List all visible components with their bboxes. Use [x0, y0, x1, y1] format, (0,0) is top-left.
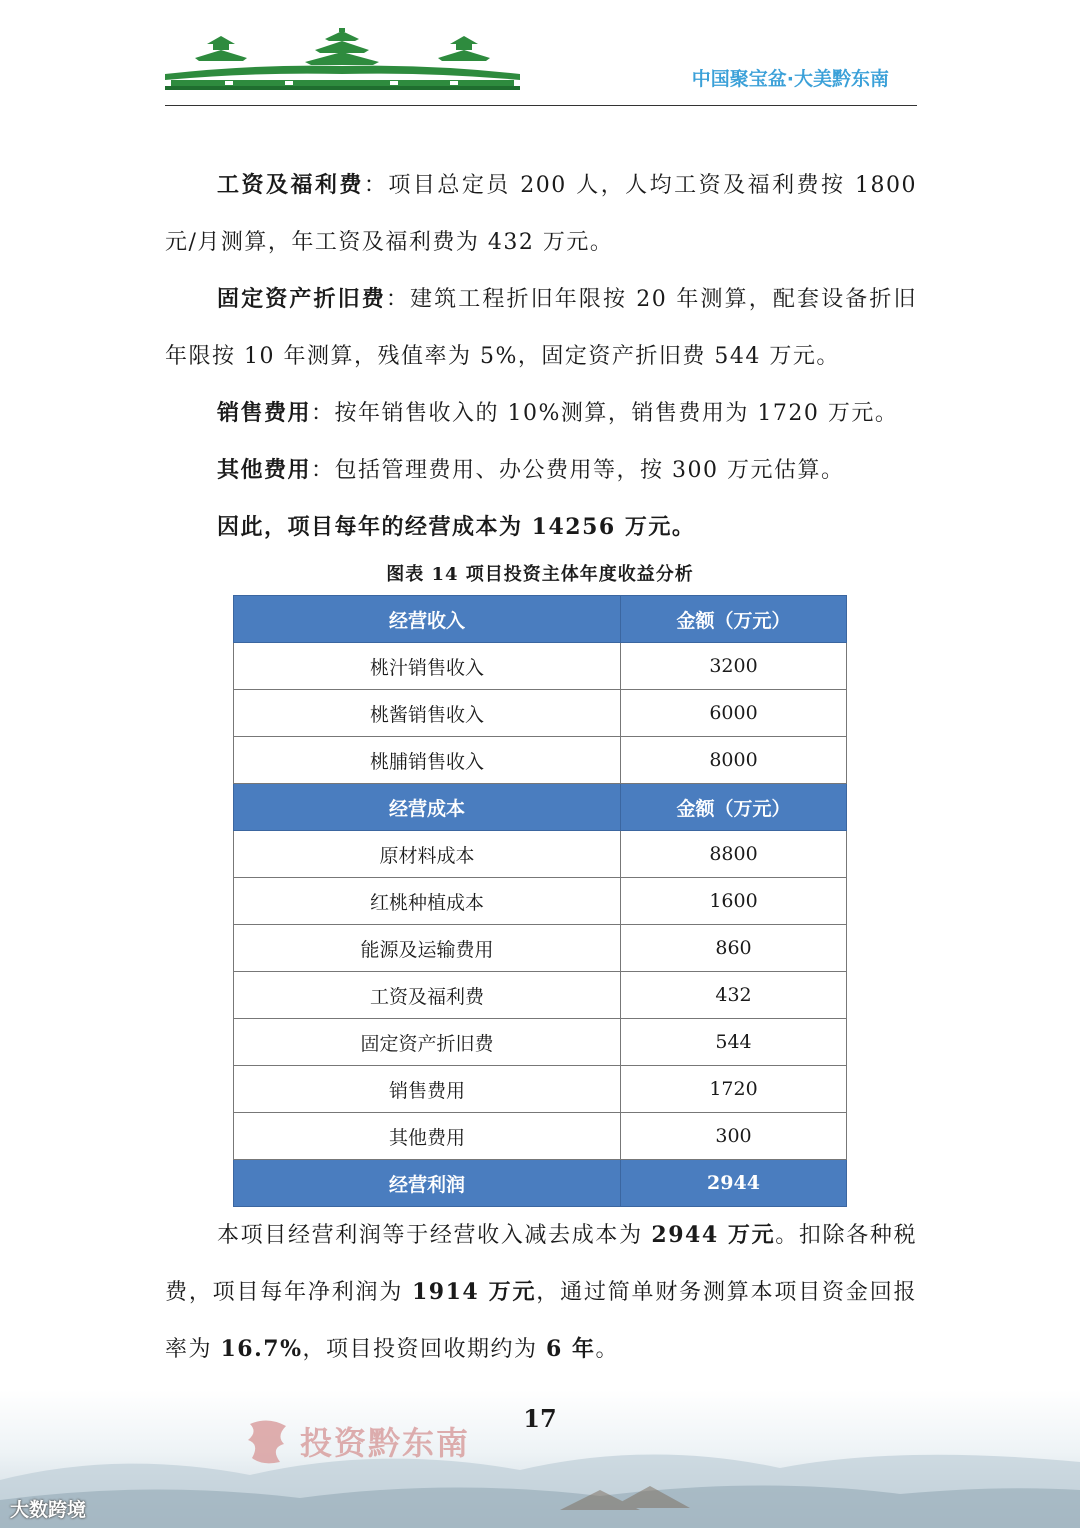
summary-highlight: 6 年	[546, 1336, 596, 1362]
table-row	[234, 643, 847, 690]
paragraph-sales-expense	[165, 385, 917, 442]
drum-tower-bridge-icon	[165, 28, 520, 96]
summary-part: ，通过简单财务测算本项目资金回报率为	[165, 1280, 918, 1362]
table-row	[234, 1019, 847, 1066]
table-cell-amount: 8800	[621, 831, 847, 878]
income-analysis-table	[233, 595, 847, 1207]
cost-paragraphs	[165, 157, 917, 556]
table-header-cell: 经营收入	[234, 596, 621, 643]
table-cell-amount: 6000	[621, 690, 847, 737]
summary-highlight: 1914 万元	[411, 1279, 537, 1305]
paragraph-wages	[165, 157, 917, 271]
table-cell-item: 桃汁销售收入	[234, 643, 621, 690]
table-cell-item: 固定资产折旧费	[234, 1019, 621, 1066]
paragraph-other-expense	[165, 442, 917, 499]
paragraph-text: 因此，项目每年的经营成本为 14256 万元。	[217, 514, 696, 540]
table-cell-amount: 860	[621, 925, 847, 972]
table-row	[234, 737, 847, 784]
table-row	[234, 1066, 847, 1113]
table-cell-item: 其他费用	[234, 1113, 621, 1160]
table-header-row	[234, 596, 847, 643]
table-cell-amount: 432	[621, 972, 847, 1019]
table-cell-item: 原材料成本	[234, 831, 621, 878]
page-number: 17	[523, 1404, 557, 1433]
table-cell-item: 红桃种植成本	[234, 878, 621, 925]
table-caption: 图表 14 项目投资主体年度收益分析	[386, 564, 694, 585]
table-row	[234, 1113, 847, 1160]
summary-part: ，项目投资回收期约为	[302, 1337, 546, 1362]
summary-part: 。	[595, 1337, 619, 1362]
header-divider	[165, 105, 917, 106]
table-cell-amount: 544	[621, 1019, 847, 1066]
summary-part: 本项目经营利润等于经营收入减去成本为	[217, 1223, 652, 1248]
table-row	[234, 831, 847, 878]
table-cell-amount: 8000	[621, 737, 847, 784]
paragraph-text: ：项目总定员 200 人，人均工资及福利费按 1800 元/月测算，年工资及福利费为 432 万元。	[165, 173, 917, 255]
table-cell-amount: 1600	[621, 878, 847, 925]
table-header-row	[234, 784, 847, 831]
table-total-row	[234, 1160, 847, 1207]
paragraph-label: 销售费用	[217, 400, 312, 426]
table-row	[234, 878, 847, 925]
paragraph-text: ：建筑工程折旧年限按 20 年测算，配套设备折旧年限按 10 年测算，残值率为 5%，固定资产折旧费 544 万元。	[165, 287, 917, 369]
summary-highlight: 2944 万元	[651, 1222, 776, 1248]
table-cell-amount: 3200	[621, 643, 847, 690]
paragraph-depreciation	[165, 271, 917, 385]
table-header-cell: 经营成本	[234, 784, 621, 831]
table-row	[234, 925, 847, 972]
table-cell-item: 桃酱销售收入	[234, 690, 621, 737]
paragraph-label: 固定资产折旧费	[217, 286, 386, 312]
table-cell-amount: 300	[621, 1113, 847, 1160]
summary-paragraph	[165, 1207, 917, 1378]
table-cell-item: 能源及运输费用	[234, 925, 621, 972]
table-cell-item: 桃脯销售收入	[234, 737, 621, 784]
page-header	[165, 28, 917, 108]
table-total-label: 经营利润	[234, 1160, 621, 1207]
paragraph-text: ：按年销售收入的 10%测算，销售费用为 1720 万元。	[311, 401, 899, 426]
summary-highlight: 16.7%	[220, 1336, 303, 1362]
table-header-cell: 金额（万元）	[621, 596, 847, 643]
table-row	[234, 690, 847, 737]
paragraph-label: 工资及福利费	[217, 172, 364, 198]
paragraph-text: ：包括管理费用、办公费用等，按 300 万元估算。	[311, 458, 845, 483]
paragraph-total-cost	[165, 499, 917, 556]
table-cell-amount: 1720	[621, 1066, 847, 1113]
header-slogan: 中国聚宝盆·大美黔东南	[691, 68, 889, 90]
summary-text	[165, 1207, 917, 1378]
source-watermark: 大数跨境	[10, 1499, 87, 1521]
footer-brand-logo: 投资黔东南	[300, 1424, 471, 1462]
table-cell-item: 工资及福利费	[234, 972, 621, 1019]
table-cell-item: 销售费用	[234, 1066, 621, 1113]
paragraph-label: 其他费用	[217, 457, 312, 483]
table-row	[234, 972, 847, 1019]
table-header-cell: 金额（万元）	[621, 784, 847, 831]
summary-part: 。扣除各种税费，项目每年净利润为	[165, 1223, 918, 1305]
table-total-amount: 2944	[621, 1160, 847, 1207]
